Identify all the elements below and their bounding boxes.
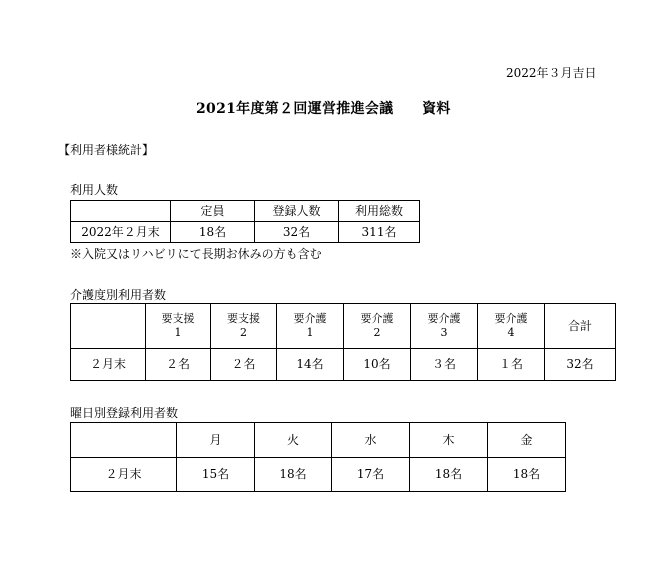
table-cell: 2022年２月末	[71, 222, 171, 243]
header-cell: 合計	[545, 304, 616, 349]
table-cell: 32名	[545, 349, 616, 381]
header-cell: 金	[488, 423, 566, 458]
header-cell: 火	[255, 423, 332, 458]
users-note: ※入院又はリハビリにて長期お休みの方も含む	[70, 247, 322, 261]
header-cell: 要介護 2	[344, 304, 411, 349]
document-title: 2021年度第２回運営推進会議 資料	[196, 101, 451, 117]
table-cell: ２名	[211, 349, 277, 381]
table-row	[71, 222, 420, 243]
header-cell: 水	[332, 423, 410, 458]
table-cell: 18名	[410, 458, 488, 492]
table-cell: 18名	[488, 458, 566, 492]
header-cell: 要介護 1	[277, 304, 344, 349]
table-cell: ２月末	[71, 349, 146, 381]
header-cell	[71, 201, 171, 222]
care-levels-table	[70, 303, 616, 381]
header-cell: 定員	[171, 201, 255, 222]
table-header-row	[71, 423, 566, 458]
document-date: 2022年３月吉日	[506, 66, 597, 80]
header-cell: 木	[410, 423, 488, 458]
header-cell: 要支援 1	[146, 304, 211, 349]
table-cell: 32名	[255, 222, 339, 243]
table-cell: 311名	[339, 222, 420, 243]
table-cell: 10名	[344, 349, 411, 381]
table-cell: ２名	[146, 349, 211, 381]
table-header-row	[71, 201, 420, 222]
weekdays-table	[70, 422, 566, 492]
table-cell: ３名	[411, 349, 478, 381]
table-cell: １名	[478, 349, 545, 381]
table-row	[71, 349, 616, 381]
table-cell: 18名	[171, 222, 255, 243]
table-cell: 17名	[332, 458, 410, 492]
header-cell	[71, 423, 177, 458]
table-cell: 14名	[277, 349, 344, 381]
care-levels-caption: 介護度別利用者数	[70, 288, 167, 302]
table-header-row	[71, 304, 616, 349]
users-caption: 利用人数	[70, 183, 119, 197]
table-cell: 18名	[255, 458, 332, 492]
table-row	[71, 458, 566, 492]
table-cell: 15名	[177, 458, 255, 492]
table-cell: ２月末	[71, 458, 177, 492]
header-cell: 要支援 2	[211, 304, 277, 349]
header-cell	[71, 304, 146, 349]
header-cell: 月	[177, 423, 255, 458]
weekdays-caption: 曜日別登録利用者数	[70, 406, 179, 420]
header-cell: 要介護 4	[478, 304, 545, 349]
section-heading: 【利用者様統計】	[58, 143, 155, 157]
users-table	[70, 200, 420, 243]
header-cell: 利用総数	[339, 201, 420, 222]
header-cell: 登録人数	[255, 201, 339, 222]
header-cell: 要介護 3	[411, 304, 478, 349]
